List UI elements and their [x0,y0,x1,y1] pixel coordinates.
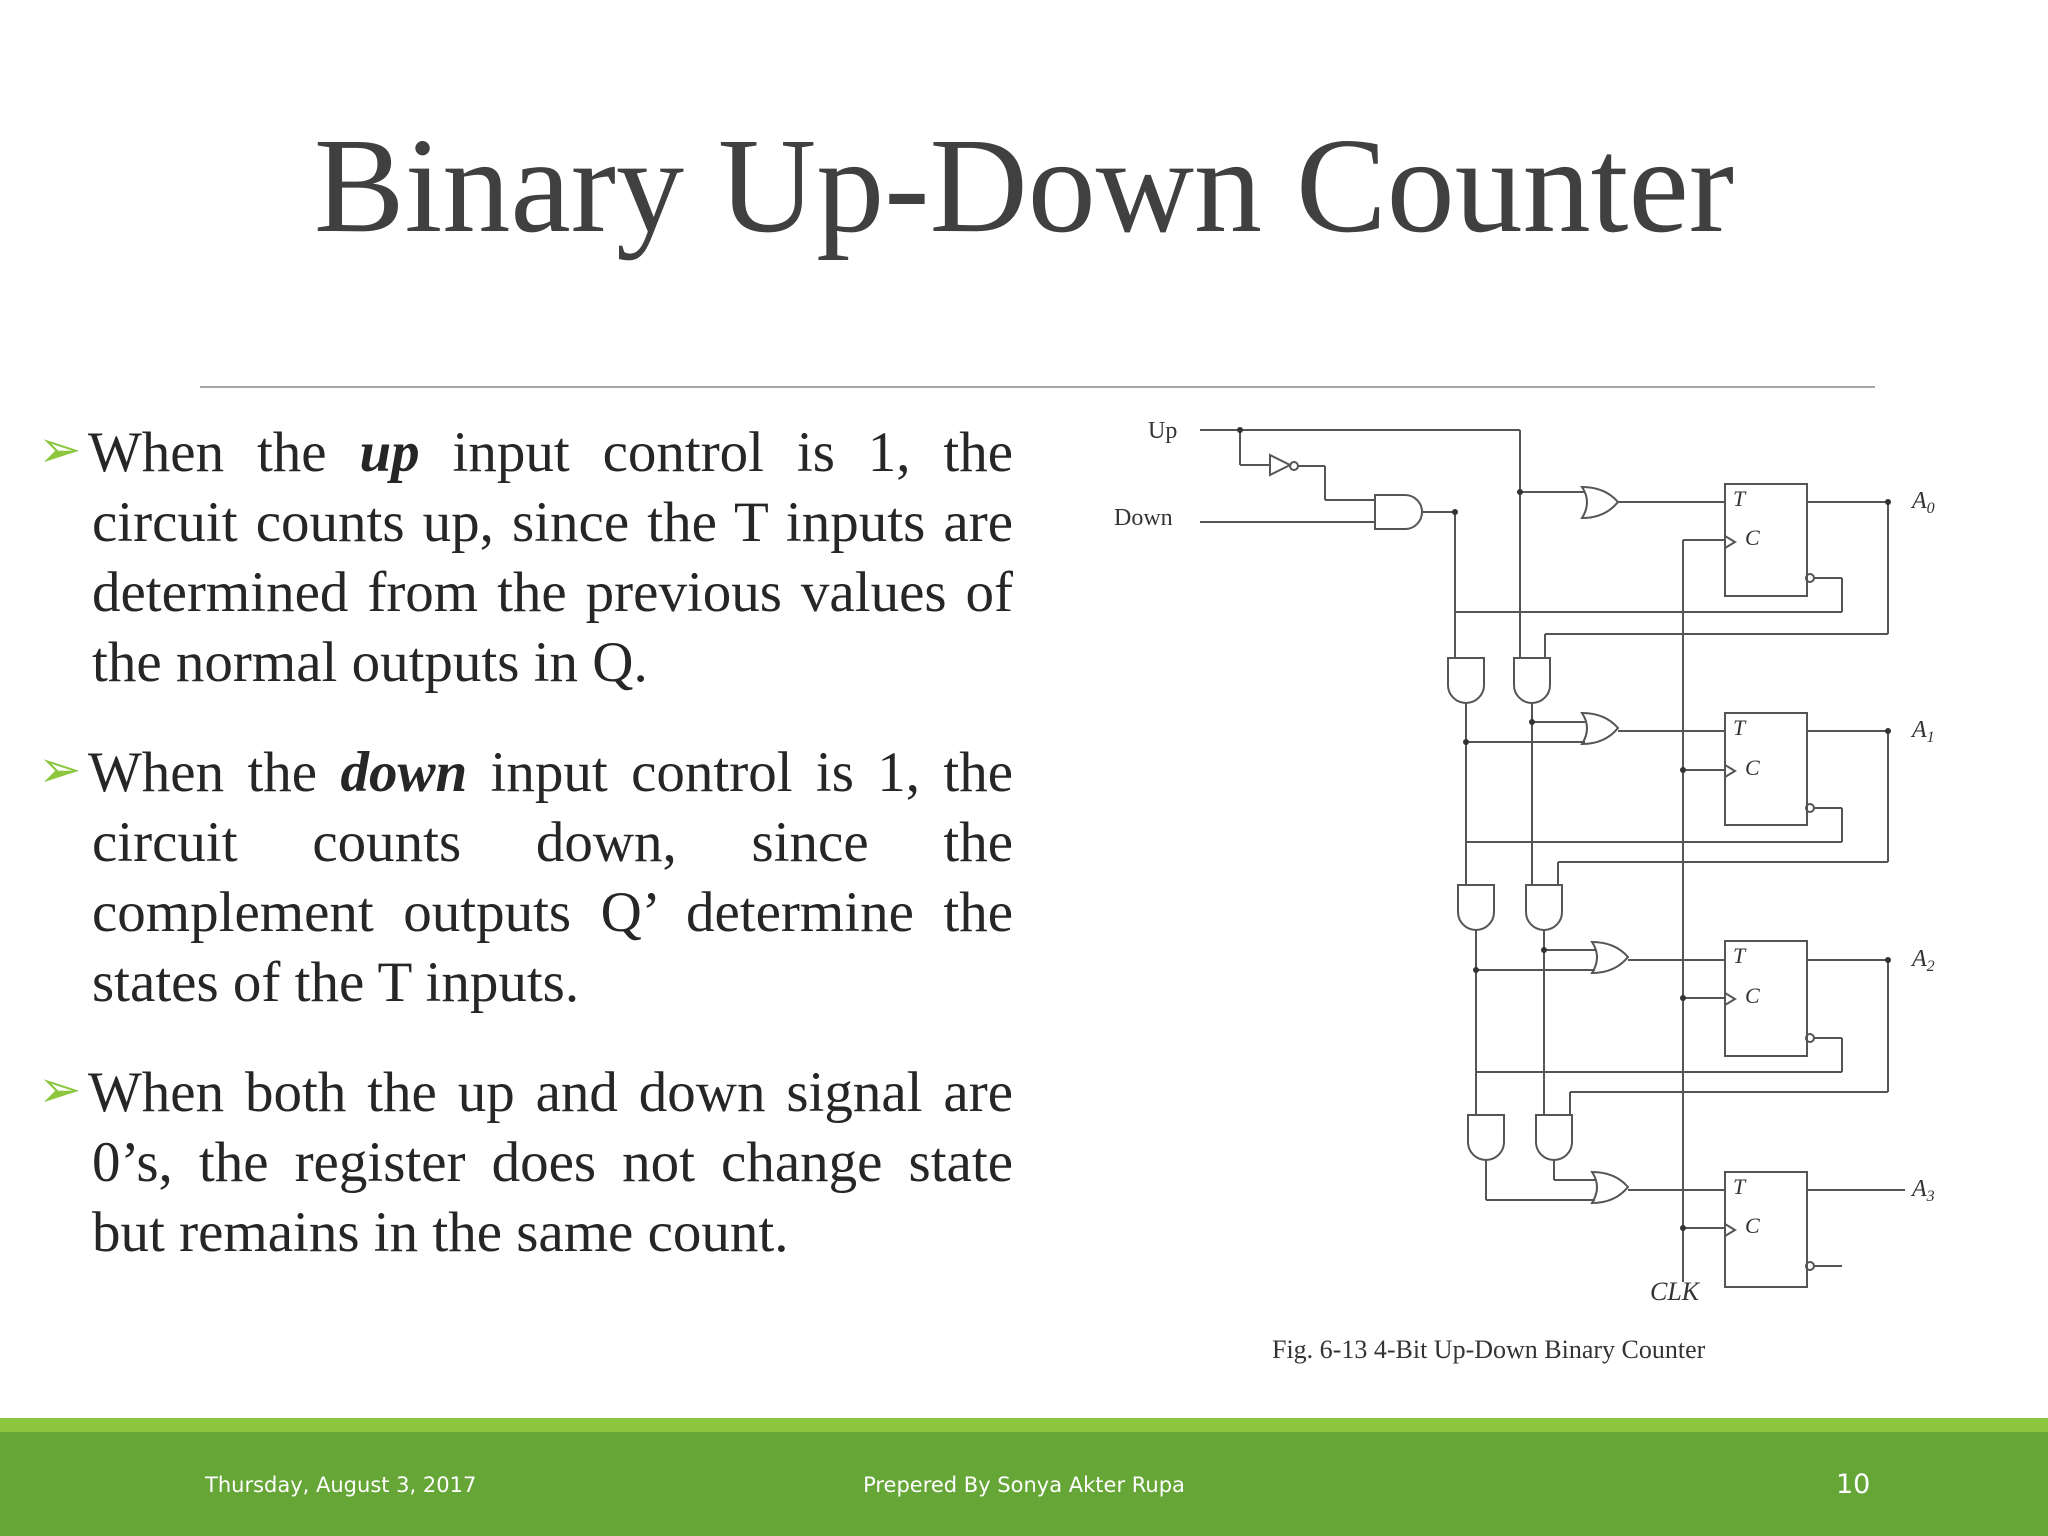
output-a0-label: $A_0$ [1912,488,1935,517]
bullet-emphasis: down [340,741,468,804]
footer-date: Thursday, August 3, 2017 [205,1473,477,1497]
flipflop-t-label: T [1733,486,1746,511]
bullet-text: When the [88,421,360,484]
counter-circuit-diagram [1100,400,1980,1380]
slide-number: 10 [1836,1469,1871,1500]
flipflop-t-label: T [1733,715,1746,740]
flipflop-t-label: T [1733,1174,1746,1199]
bullet-text: input control is 1, the circuit counts down, since the complement outputs Q’ determine the states of the T inputs. [92,741,1014,1014]
bullet-list [38,416,1013,1306]
footer-accent-line [0,1418,2048,1432]
output-a2-label: $A_2$ [1912,946,1935,975]
output-a3-label: $A_3$ [1912,1176,1935,1205]
bullet-text: When the [88,741,341,804]
arrow-bullet-icon: ➢ [38,742,82,799]
bullet-item [38,736,1013,1018]
up-input-label: Up [1148,418,1178,444]
bullet-emphasis: up [359,421,420,484]
clock-label: CLK [1650,1277,1700,1306]
flipflop-c-label: C [1745,1213,1760,1238]
title-divider [200,386,1875,388]
flipflop-c-label: C [1745,755,1760,780]
flipflop-c-label: C [1745,525,1760,550]
flipflop-c-label: C [1745,983,1760,1008]
bullet-text: input control is 1, the circuit counts up, since the T inputs are determined from the previous values of the normal outputs in Q. [92,421,1014,694]
bullet-item [38,1056,1013,1268]
footer-author: Prepered By Sonya Akter Rupa [863,1473,1185,1497]
flipflop-t-label: T [1733,943,1746,968]
figure-caption: Fig. 6-13 4-Bit Up-Down Binary Counter [1272,1335,1706,1364]
bullet-text: When both the up and down signal are 0’s, the register does not change state but remains in the same count. [88,1061,1013,1264]
down-input-label: Down [1114,505,1173,531]
arrow-bullet-icon: ➢ [38,422,82,479]
bullet-item [38,416,1013,698]
output-a1-label: $A_1$ [1912,717,1935,746]
slide-title: Binary Up-Down Counter [313,111,1735,261]
arrow-bullet-icon: ➢ [38,1062,82,1119]
